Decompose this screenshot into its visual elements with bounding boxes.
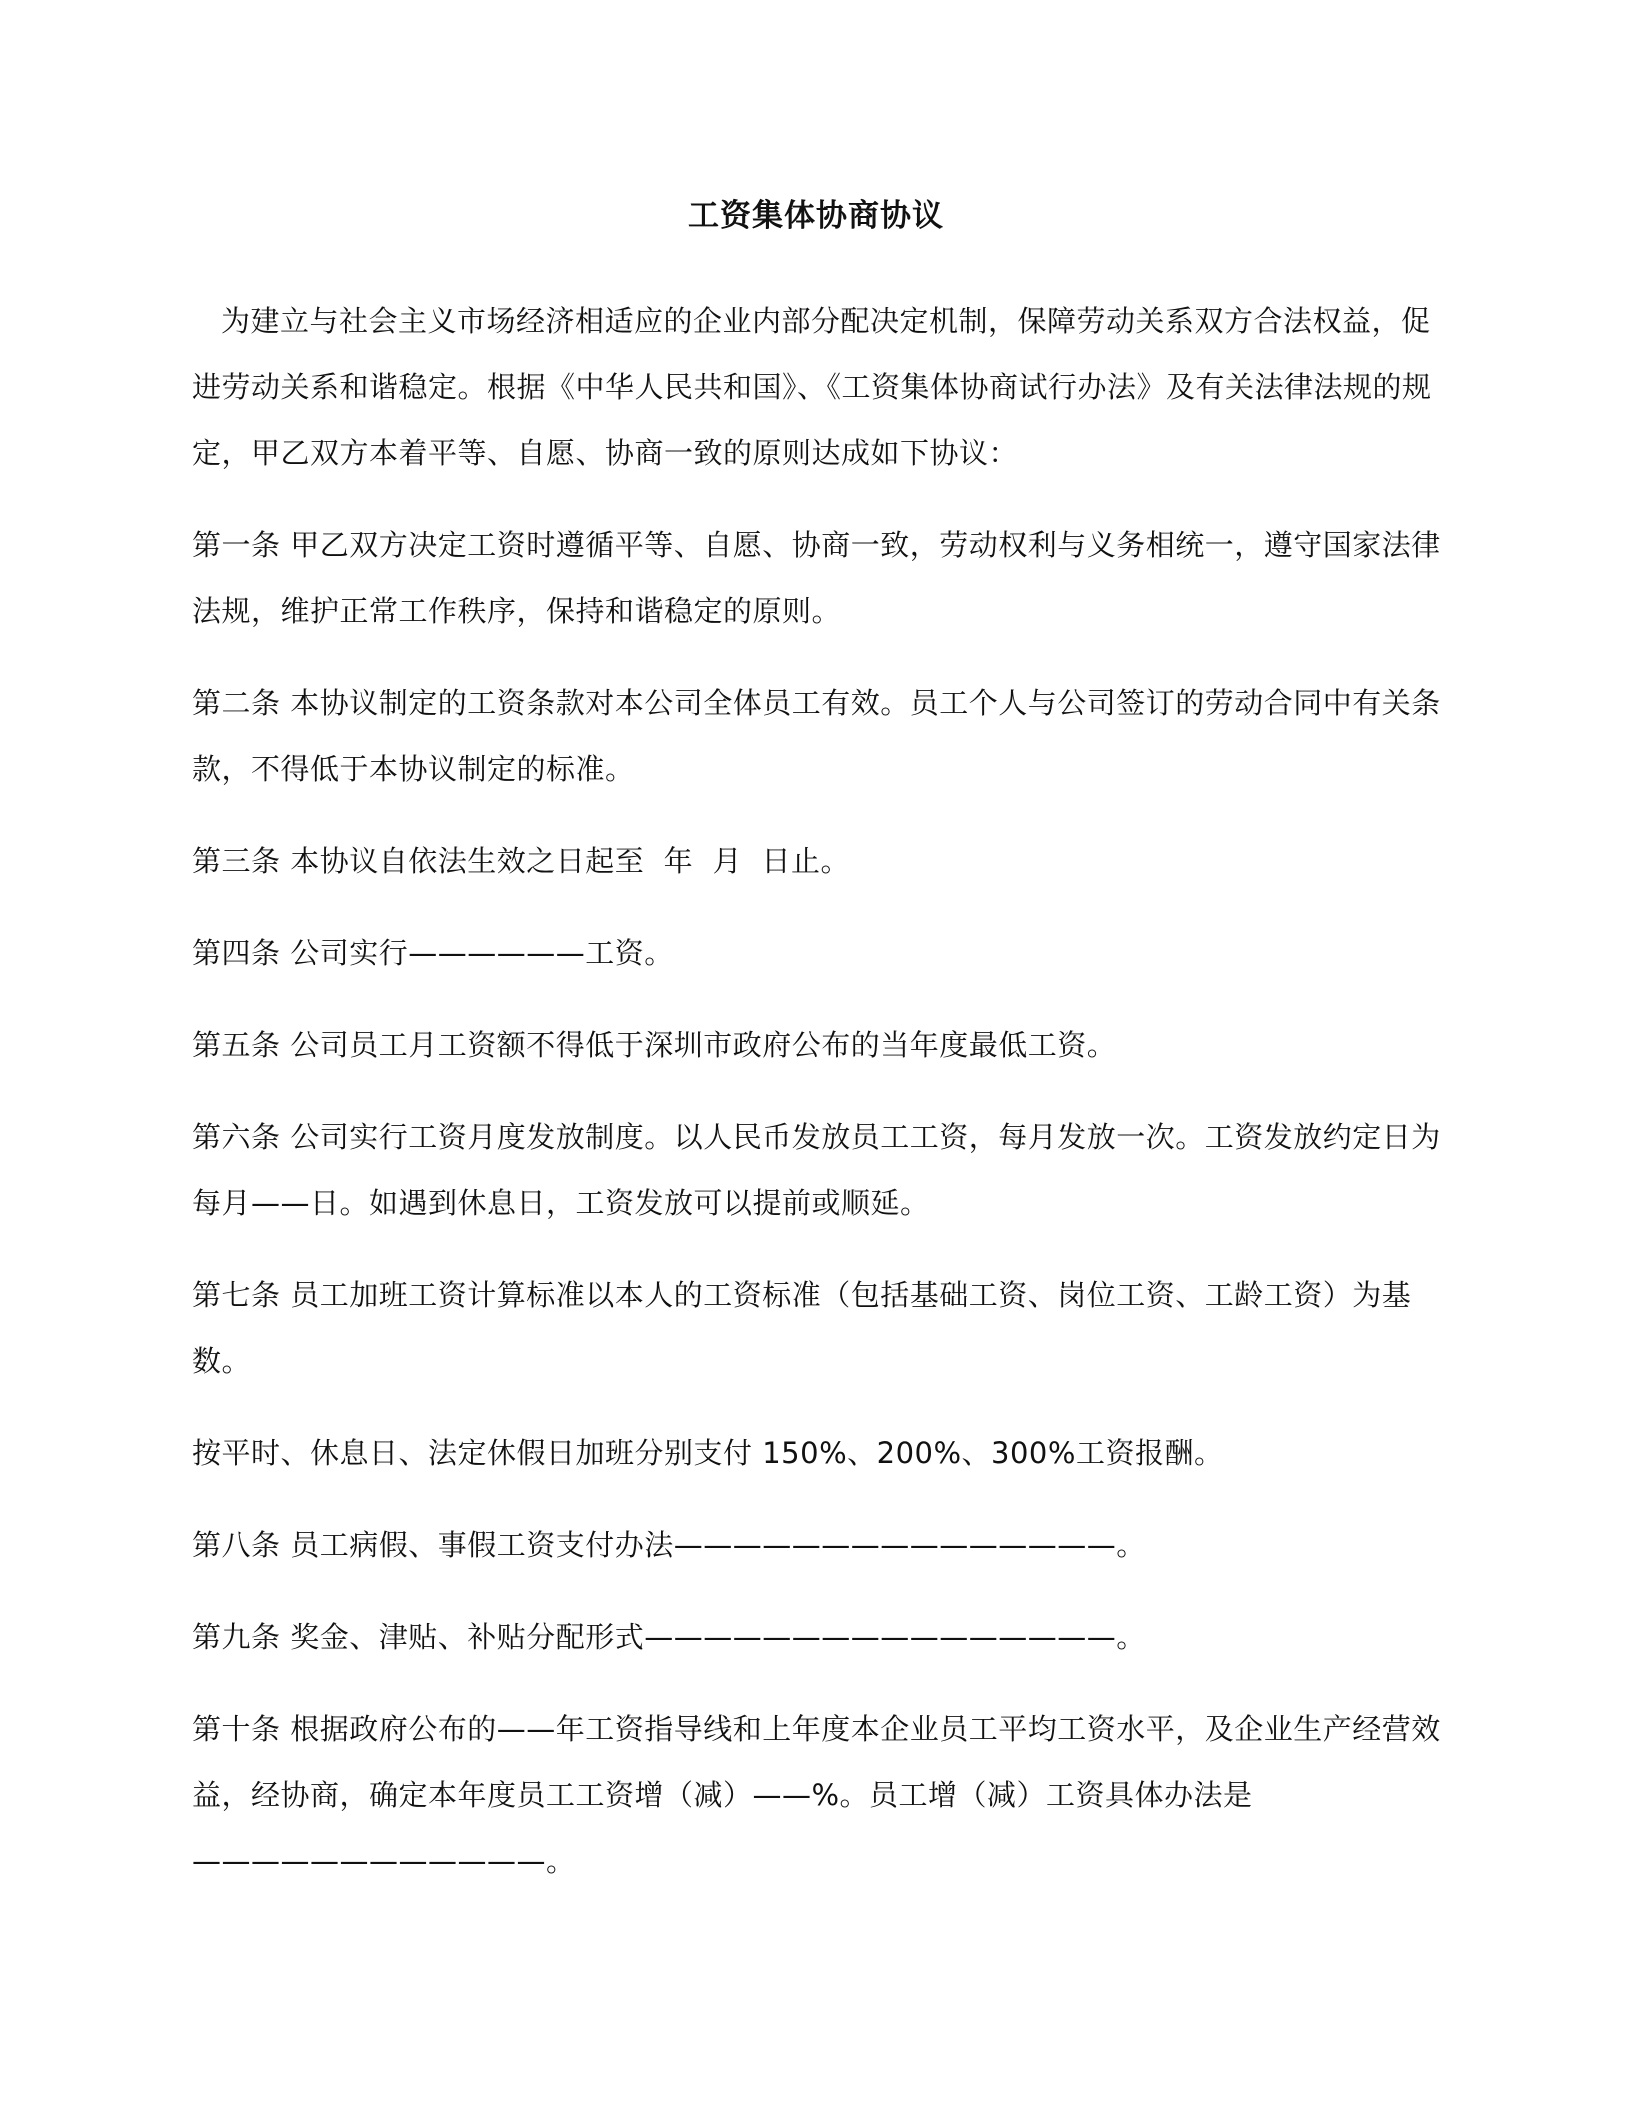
article-7: 第七条 员工加班工资计算标准以本人的工资标准（包括基础工资、岗位工资、工龄工资）为基数。 [192, 1278, 1412, 1378]
article-1: 第一条 甲乙双方决定工资时遵循平等、自愿、协商一致，劳动权利与义务相统一，遵守国家法律法规，维护正常工作秩序，保持和谐稳定的原则。 [192, 528, 1441, 628]
document-title: 工资集体协商协议 [688, 198, 944, 234]
article-5: 第五条 公司员工月工资额不得低于深圳市政府公布的当年度最低工资。 [192, 1028, 1117, 1062]
article-6: 第六条 公司实行工资月度发放制度。以人民币发放员工工资，每月发放一次。工资发放约定日为每月——日。如遇到休息日，工资发放可以提前或顺延。 [192, 1120, 1441, 1220]
intro-paragraph: 为建立与社会主义市场经济相适应的企业内部分配决定机制，保障劳动关系双方合法权益，促进劳动关系和谐稳定。根据《中华人民共和国》、《工资集体协商试行办法》及有关法律法规的规定，甲乙双方本着平等、自愿、协商一致的原则达成如下协议： [192, 304, 1432, 470]
document-body [192, 288, 1442, 1920]
article-4: 第四条 公司实行——————工资。 [192, 936, 674, 970]
article-7-overtime-rates: 按平时、休息日、法定休假日加班分别支付 150%、200%、300%工资报酬。 [192, 1436, 1224, 1470]
article-8: 第八条 员工病假、事假工资支付办法———————————————。 [192, 1528, 1146, 1562]
article-9: 第九条 奖金、津贴、补贴分配形式————————————————。 [192, 1620, 1146, 1654]
article-2: 第二条 本协议制定的工资条款对本公司全体员工有效。员工个人与公司签订的劳动合同中有关条款，不得低于本协议制定的标准。 [192, 686, 1441, 786]
article-10: 第十条 根据政府公布的——年工资指导线和上年度本企业员工平均工资水平，及企业生产经营效益，经协商，确定本年度员工工资增（减）——%。员工增（减）工资具体办法是————————————。 [192, 1712, 1441, 1878]
article-3: 第三条 本协议自依法生效之日起至 年 月 日止。 [192, 844, 851, 878]
